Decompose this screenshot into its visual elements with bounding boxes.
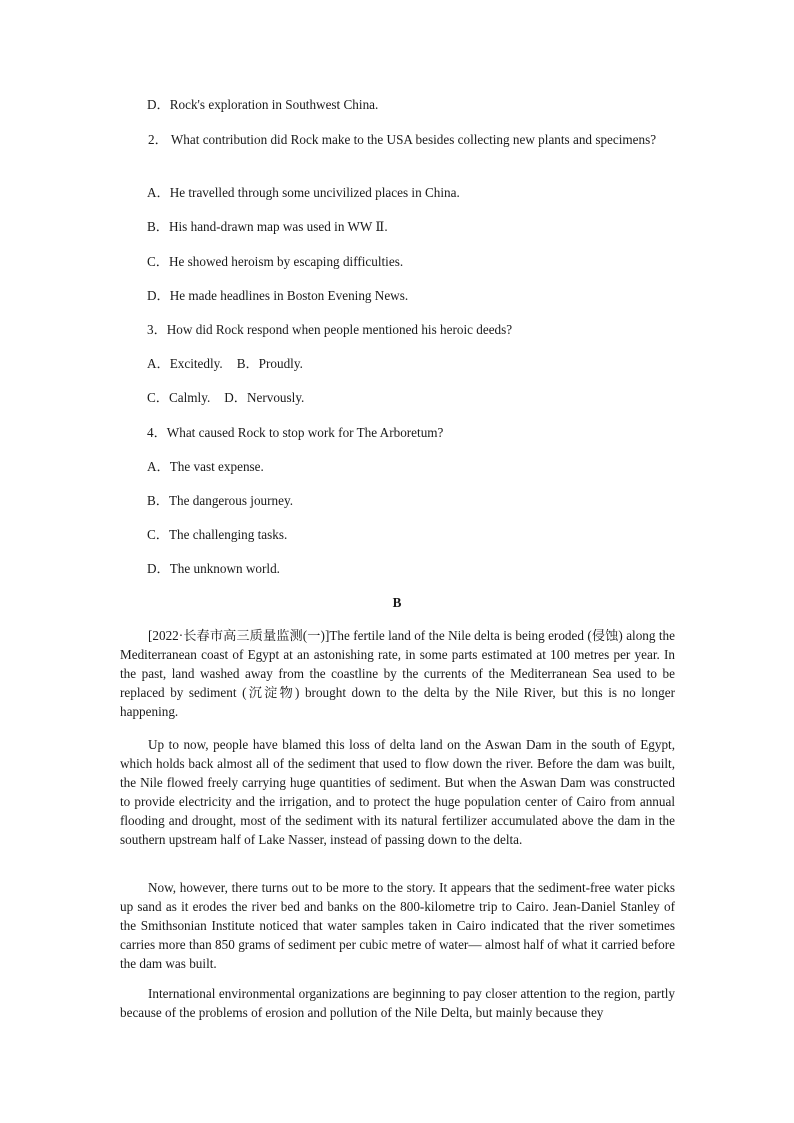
q3-option-d: D．Nervously. xyxy=(224,390,305,405)
q4-option-d: D．The unknown world. xyxy=(147,561,280,576)
passage-paragraph-3: Now, however, there turns out to be more to the story. It appears that the sediment-free water picks up sand as it erodes the river bed and banks on the 800-kilometre trip to Cairo. Jean-Daniel Stanley of the Smithsonian Institute noticed that water samples taken in Cairo indicated that the river sometimes carries more than 850 grams of sediment per cubic metre of water— almost half of what it carried before the dam was built. xyxy=(120,880,675,971)
q1-option-d: D．Rock's exploration in Southwest China. xyxy=(147,97,379,112)
q4-option-a: A．The vast expense. xyxy=(147,459,264,474)
passage-paragraph-2: Up to now, people have blamed this loss of delta land on the Aswan Dam in the south of Egypt, which holds back almost all of the sediment that used to flow down the river. Before the dam was built, the Nile flowed freely carrying huge quantities of sediment. But when the Aswan Dam was constructed to provide electricity and the irrigation, and to protect the huge population center of Cairo from annual flooding and drought, most of the sediment with its natural fertilizer accumulated above the dam in the southern upstream half of Lake Nasser, instead of passing down to the delta. xyxy=(120,737,675,847)
q3-stem: 3．How did Rock respond when people mentioned his heroic deeds? xyxy=(147,322,513,337)
q4-option-b: B．The dangerous journey. xyxy=(147,493,294,508)
q3-option-c: C．Calmly. xyxy=(147,390,211,405)
q2-option-d: D．He made headlines in Boston Evening News. xyxy=(147,288,409,303)
passage-paragraph-4: International environmental organizations are beginning to pay closer attention to the region, partly because of the problems of erosion and pollution of the Nile Delta, but mainly because they xyxy=(120,986,675,1020)
q4-stem: 4．What caused Rock to stop work for The Arboretum? xyxy=(147,425,444,440)
q2-stem: 2． What contribution did Rock make to the USA besides collecting new plants and specimens? xyxy=(148,132,657,147)
q2-option-a: A．He travelled through some uncivilized places in China. xyxy=(147,185,460,200)
q2-option-c: C．He showed heroism by escaping difficulties. xyxy=(147,254,404,269)
section-heading: B xyxy=(392,595,402,610)
q4-option-c: C．The challenging tasks. xyxy=(147,527,288,542)
q3-options-row-2 xyxy=(147,388,304,407)
q2-option-b: B．His hand-drawn map was used in WW Ⅱ. xyxy=(147,219,388,234)
passage-paragraph-1: [2022·长春市高三质量监测(一)]The fertile land of the Nile delta is being eroded (侵蚀) along the Mediterranean coast of Egypt at an astonishing rate, in some parts estimated at 100 metres per year. In the past, land washed away from the coastline by the currents of the Mediterranean Sea used to be replaced by sediment (沉淀物) brought down to the delta by the Nile River, but this is no longer happening. xyxy=(120,628,675,719)
q3-options-row-1 xyxy=(147,354,303,373)
q3-option-a: A．Excitedly. xyxy=(147,356,223,371)
q3-option-b: B．Proudly. xyxy=(236,356,303,371)
